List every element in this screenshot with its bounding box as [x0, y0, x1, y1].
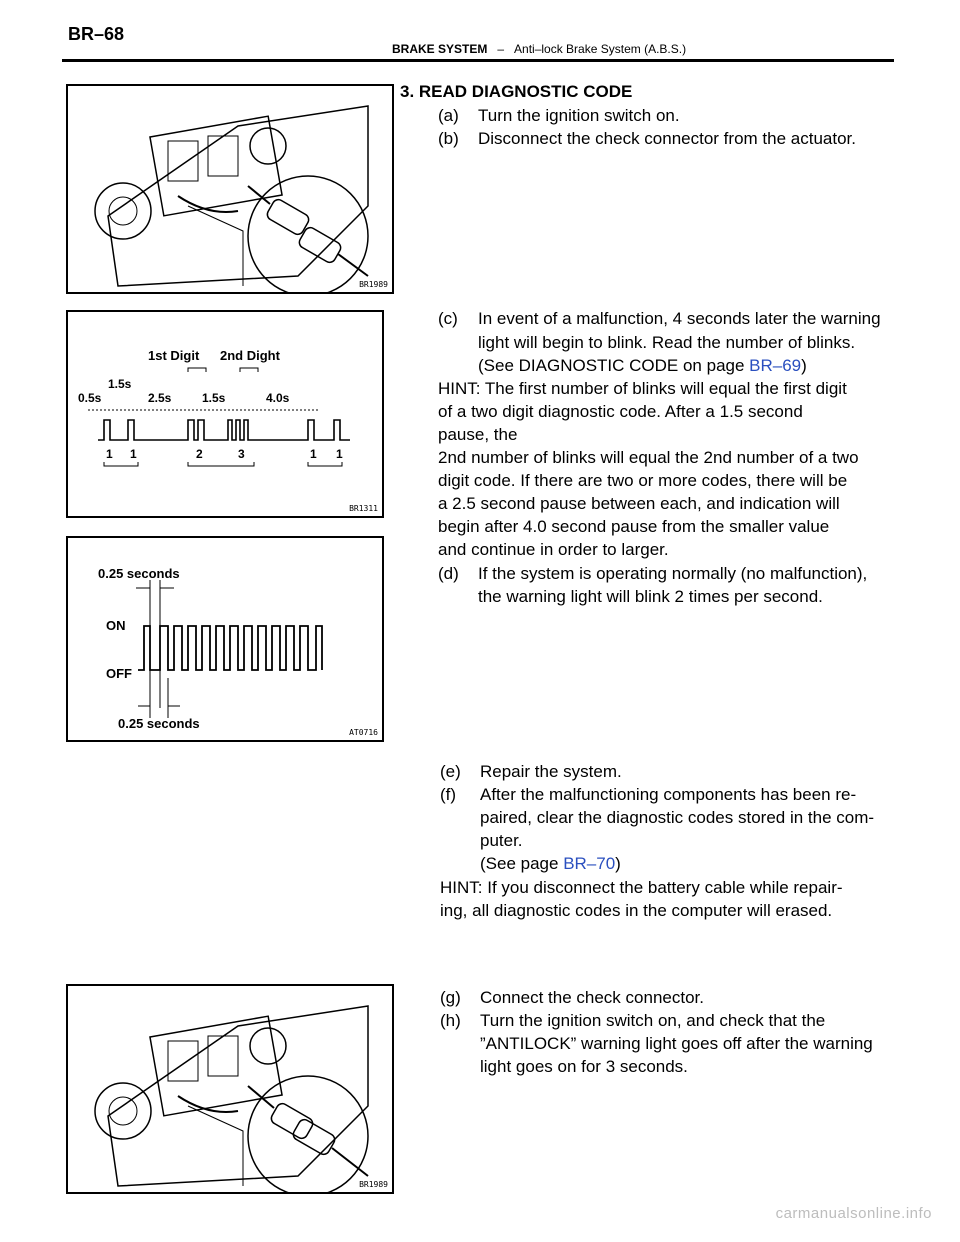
figure-normal-blink — [66, 536, 384, 742]
step3-title: 3. READ DIAGNOSTIC CODE — [400, 82, 633, 101]
hint1-line: begin after 4.0 second pause from the smaller value — [438, 517, 830, 536]
time-2-5s: 2.5s — [148, 391, 172, 405]
step-g — [440, 986, 704, 1009]
time-0-5s: 0.5s — [78, 391, 102, 405]
step-h-line2: ”ANTILOCK” warning light goes off after the warning — [480, 1034, 873, 1053]
step-d-line1: If the system is operating normally (no malfunction), — [478, 564, 868, 583]
step-e-label: (e) — [440, 762, 461, 781]
step-h-line1: Turn the ignition switch on, and check that the — [480, 1011, 826, 1030]
figure-code: BR1989 — [359, 1180, 388, 1189]
step-c-line2: light will begin to blink. Read the number of blinks. — [478, 333, 856, 352]
first-digit-label: 1st Digit — [148, 348, 200, 363]
header-system: BRAKE SYSTEM — [392, 42, 488, 56]
page-number: BR–68 — [68, 24, 125, 44]
hint1-line: pause, the — [438, 425, 518, 444]
hint1-line: of a two digit diagnostic code. After a 1.5 second — [438, 402, 803, 421]
figure-code: BR1989 — [359, 280, 388, 289]
hint1-line: digit code. If there are two or more codes, there will be — [438, 471, 848, 490]
step-d-line2: the warning light will blink 2 times per second. — [478, 587, 823, 606]
time-4-0s: 4.0s — [266, 391, 290, 405]
step-a — [438, 104, 680, 127]
step-f-line1: After the malfunctioning components has been re- — [480, 785, 857, 804]
step-d-label: (d) — [438, 564, 459, 583]
step-g-label: (g) — [440, 988, 461, 1007]
step-b — [438, 127, 856, 150]
watermark: carmanualsonline.info — [775, 1205, 932, 1222]
hint1-line: a 2.5 second pause between each, and indication will — [438, 494, 840, 513]
blink-waveform — [68, 312, 382, 516]
step-c-see — [478, 354, 807, 377]
figure-code: BR1311 — [349, 504, 378, 513]
running-header — [392, 42, 686, 56]
step-f-see-prefix: (See page — [480, 854, 564, 873]
hint1-line: HINT: The first number of blinks will equal the first digit — [438, 379, 847, 398]
step-f — [440, 783, 856, 806]
figure-code: AT0716 — [349, 728, 378, 737]
step-h — [440, 1009, 825, 1032]
step-c-see-suffix: ) — [801, 356, 807, 375]
link-br70[interactable]: BR–70 — [563, 854, 616, 873]
top-interval-label: 0.25 seconds — [98, 566, 180, 581]
header-section: Anti–lock Brake System (A.B.S.) — [514, 42, 687, 56]
step-f-line2: paired, clear the diagnostic codes stored in the com- — [480, 808, 875, 827]
step-a-label: (a) — [438, 106, 459, 125]
step-e — [440, 760, 622, 783]
header-rule — [62, 59, 894, 62]
hint2-line: ing, all diagnostic codes in the computer will erased. — [440, 901, 833, 920]
hint1-line: 2nd number of blinks will equal the 2nd number of a two — [438, 448, 859, 467]
off-label: OFF — [106, 666, 132, 681]
count-1c: 1 — [310, 447, 317, 461]
header-separator: – — [497, 42, 505, 56]
step-c-line1: In event of a malfunction, 4 seconds later the warning — [478, 309, 881, 328]
step-c — [438, 307, 881, 330]
count-2: 2 — [196, 447, 203, 461]
count-1a: 1 — [106, 447, 113, 461]
figure-blink-chart — [66, 310, 384, 518]
step-e-text: Repair the system. — [480, 762, 622, 781]
actuator-illustration — [68, 86, 392, 292]
actuator-illustration-2 — [68, 986, 392, 1192]
figure-connect-connector — [66, 984, 394, 1194]
step-b-text: Disconnect the check connector from the actuator. — [478, 129, 856, 148]
time-1-5s-second: 1.5s — [202, 391, 226, 405]
bottom-interval-label: 0.25 seconds — [118, 716, 200, 731]
on-label: ON — [106, 618, 126, 633]
step-b-label: (b) — [438, 129, 459, 148]
step-h-label: (h) — [440, 1011, 461, 1030]
time-1-5s-first: 1.5s — [108, 377, 132, 391]
second-digit-label: 2nd Dight — [220, 348, 280, 363]
count-1b: 1 — [130, 447, 137, 461]
step-f-label: (f) — [440, 785, 457, 804]
step-d — [438, 562, 867, 585]
step-g-text: Connect the check connector. — [480, 988, 704, 1007]
step-c-label: (c) — [438, 309, 458, 328]
normal-waveform — [68, 538, 382, 740]
count-3: 3 — [238, 447, 245, 461]
step-f-see-suffix: ) — [615, 854, 621, 873]
count-1d: 1 — [336, 447, 343, 461]
step-f-see — [480, 852, 621, 875]
step-c-see-prefix: (See DIAGNOSTIC CODE on page — [478, 356, 750, 375]
step-a-text: Turn the ignition switch on. — [478, 106, 680, 125]
hint2-line: HINT: If you disconnect the battery cable while repair- — [440, 878, 843, 897]
step-f-line3: puter. — [480, 831, 523, 850]
figure-actuator-connector — [66, 84, 394, 294]
hint1-line: and continue in order to larger. — [438, 540, 669, 559]
step-h-line3: light goes on for 3 seconds. — [480, 1057, 688, 1076]
link-br69[interactable]: BR–69 — [749, 356, 802, 375]
